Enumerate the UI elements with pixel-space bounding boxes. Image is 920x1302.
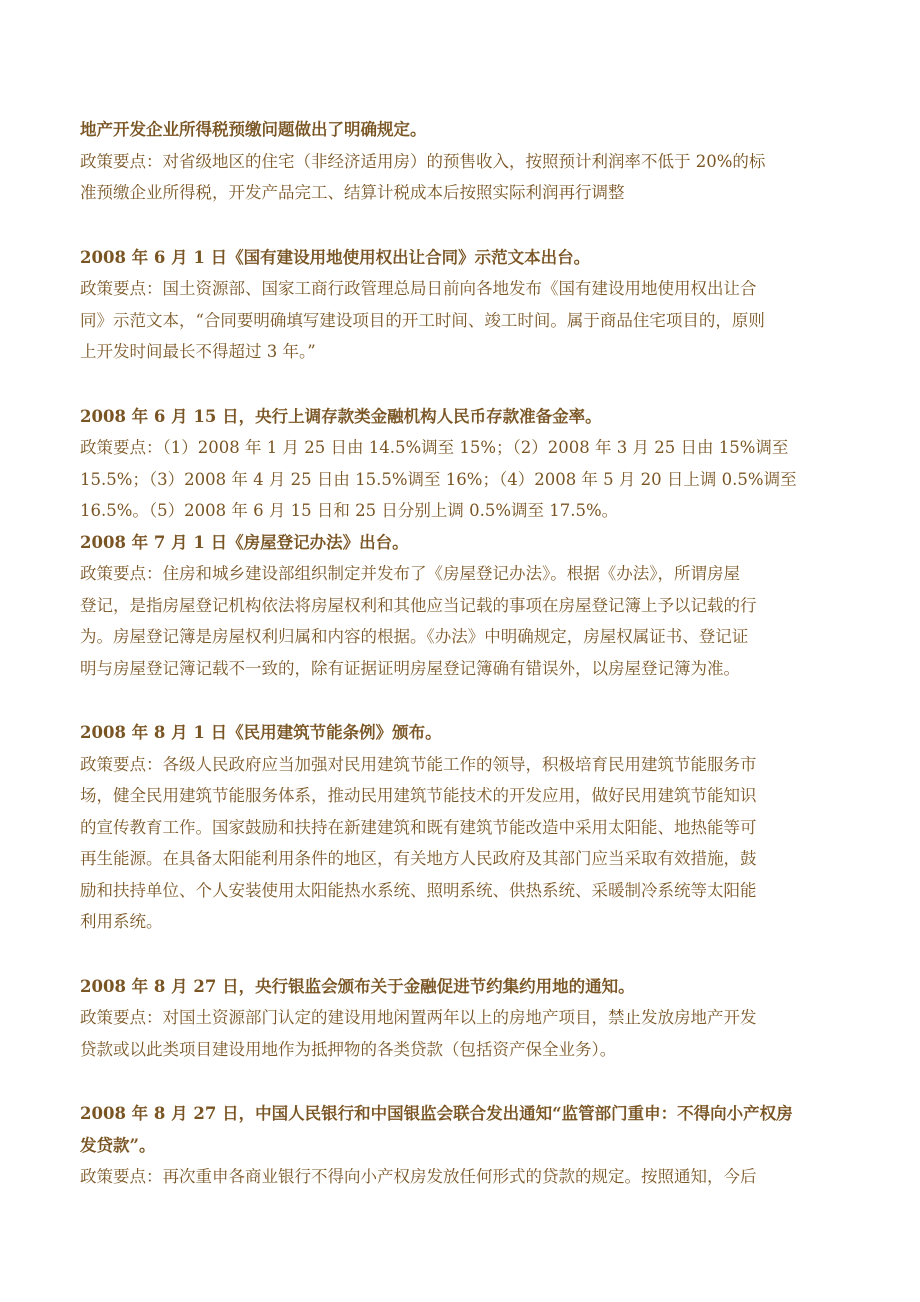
policy-section [80,1098,842,1193]
section-body-line: 政策要点：国土资源部、国家工商行政管理总局日前向各地发布《国有建设用地使用权出让合 [80,279,757,298]
section-body-line: 15.5%；（3）2008 年 4 月 25 日由 15.5%调至 16%；（4）2008 年 5 月 20 日上调 0.5%调至 [80,469,797,489]
section-title: 2008 年 8 月 27 日，央行银监会颁布关于金融促进节约集约用地的通知。 [80,976,635,996]
section-gap [80,368,842,401]
section-body-line: 政策要点：再次重申各商业银行不得向小产权房发放任何形式的贷款的规定。按照通知，今后 [80,1167,757,1186]
section-body-line: 上开发时间最长不得超过 3 年。” [80,342,316,361]
section-body-line: 政策要点：（1）2008 年 1 月 25 日由 14.5%调至 15%；（2）2008 年 3 月 25 日由 15%调至 [80,438,789,457]
policy-section [80,971,842,1066]
section-title: 2008 年 8 月 1 日《民用建筑节能条例》颁布。 [80,723,442,742]
section-gap [80,684,842,717]
policy-section [80,717,842,938]
section-body-line: 为。房屋登记簿是房屋权利归属和内容的根据。《办法》中明确规定，房屋权属证书、登记证 [80,627,749,646]
section-title: 地产开发企业所得税预缴问题做出了明确规定。 [80,120,427,139]
section-body-line: 16.5%。（5）2008 年 6 月 15 日和 25 日分别上调 0.5%调至 17.5%。 [80,501,619,520]
policy-section [80,527,842,685]
section-body-line: 政策要点：住房和城乡建设部组织制定并发布了《房屋登记办法》。根据《办法》，所谓房屋 [80,564,740,583]
section-body-line: 同》示范文本，“合同要明确填写建设项目的开工时间、竣工时间。属于商品住宅项目的，原则 [80,310,765,330]
policy-section [80,401,842,527]
section-body-line: 明与房屋登记簿记载不一致的，除有证据证明房屋登记簿确有错误外，以房屋登记簿为准。 [80,658,740,678]
section-body-line: 政策要点：各级人民政府应当加强对民用建筑节能工作的领导，积极培育民用建筑节能服务市 [80,754,757,774]
section-title: 发贷款”。 [80,1135,156,1155]
section-body-line: 再生能源。在具备太阳能利用条件的地区，有关地方人民政府及其部门应当采取有效措施，鼓 [80,849,757,868]
section-body-line: 政策要点：对国土资源部门认定的建设用地闲置两年以上的房地产项目，禁止发放房地产开发 [80,1008,757,1027]
section-body-line: 登记，是指房屋登记机构依法将房屋权利和其他应当记载的事项在房屋登记簿上予以记载的行 [80,595,757,615]
section-body-line: 政策要点：对省级地区的住宅（非经济适用房）的预售收入，按照预计利润率不低于 20%的标 [80,151,766,171]
section-body-line: 利用系统。 [80,912,163,931]
policy-section [80,242,842,368]
section-title: 2008 年 6 月 15 日，央行上调存款类金融机构人民币存款准备金率。 [80,406,602,426]
section-body-line: 贷款或以此类项目建设用地作为抵押物的各类贷款（包括资产保全业务）。 [80,1039,617,1059]
document-page [80,114,842,1193]
section-title: 2008 年 8 月 27 日，中国人民银行和中国银监会联合发出通知“监管部门重申：不得向小产权房 [80,1104,793,1123]
section-gap [80,1065,842,1098]
section-title: 2008 年 7 月 1 日《房屋登记办法》出台。 [80,532,409,552]
section-gap [80,938,842,971]
policy-section [80,114,842,209]
section-gap [80,209,842,242]
section-body-line: 准预缴企业所得税，开发产品完工、结算计税成本后按照实际利润再行调整 [80,183,625,202]
section-title: 2008 年 6 月 1 日《国有建设用地使用权出让合同》示范文本出台。 [80,247,591,267]
section-body-line: 的宣传教育工作。国家鼓励和扶持在新建建筑和既有建筑节能改造中采用太阳能、地热能等可 [80,817,757,837]
section-body-line: 励和扶持单位、个人安装使用太阳能热水系统、照明系统、供热系统、采暖制冷系统等太阳能 [80,880,757,900]
section-body-line: 场，健全民用建筑节能服务体系，推动民用建筑节能技术的开发应用，做好民用建筑节能知识 [80,786,757,805]
